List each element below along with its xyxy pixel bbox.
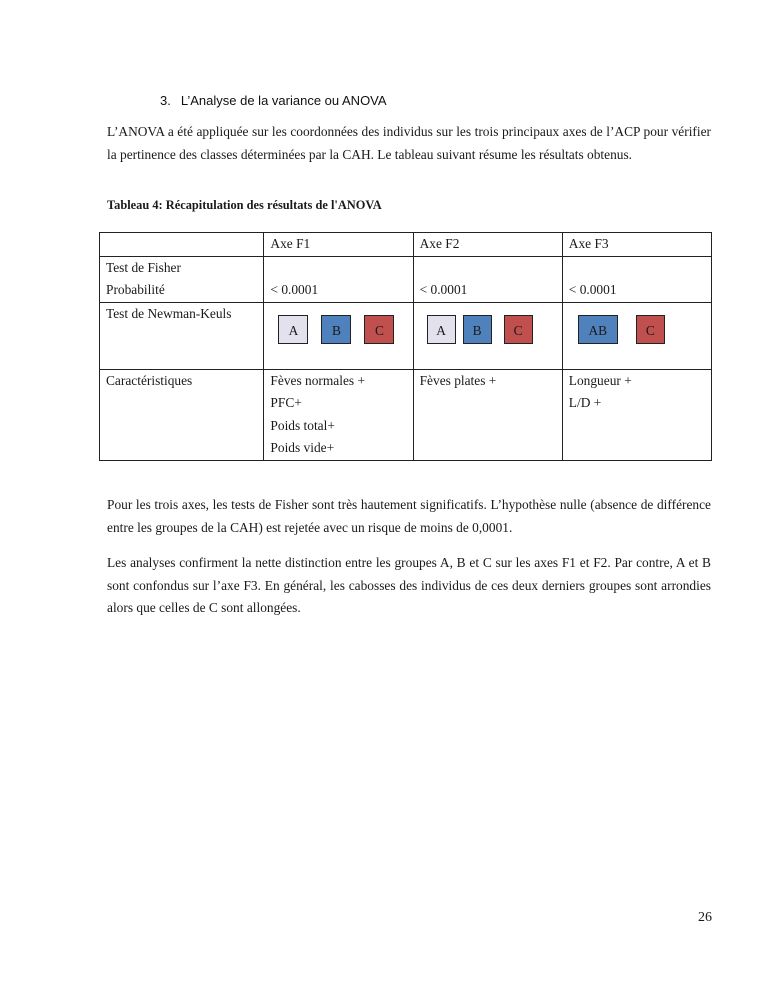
characteristics-row: [100, 369, 712, 460]
nk-groups-f2: [414, 303, 562, 369]
section-heading: [160, 93, 387, 108]
fisher-row: [100, 256, 712, 302]
newman-keuls-row: [100, 302, 712, 369]
characteristic-item: L/D +: [568, 395, 602, 410]
characteristic-item: Poids vide+: [270, 440, 335, 455]
characteristic-item: Longueur +: [568, 372, 632, 388]
fisher-value-f1: < 0.0001: [270, 281, 319, 297]
group-box-c: C: [364, 315, 394, 344]
fisher-cell-f3: [562, 256, 711, 302]
nk-cell-f3: [562, 302, 711, 369]
nk-groups-f1: [264, 303, 412, 369]
group-box-ab: AB: [578, 315, 618, 344]
group-box-a: A: [427, 315, 456, 344]
header-cell-f3: Axe F3: [562, 233, 711, 257]
newman-keuls-label: Test de Newman-Keuls: [100, 302, 264, 369]
characteristic-item: Poids total+: [270, 417, 335, 433]
nk-cell-f1: [264, 302, 413, 369]
intro-paragraph: L’ANOVA a été appliquée sur les coordonnées des individus sur les trois principaux axes de l’ACP pour vérifier la pertinence des classes déterminées par la CAH. Le tableau suivant résume les résultats obtenus.: [107, 124, 711, 162]
page-number: 26: [698, 910, 712, 925]
fisher-label-cell: [100, 256, 264, 302]
characteristic-item: Fèves normales +: [270, 372, 365, 388]
probability-label: Probabilité: [106, 282, 165, 297]
conclusion-paragraph: Les analyses confirment la nette distinction entre les groupes A, B et C sur les axes F1 et F2. Par contre, A et B sont confondus sur l’axe F3. En général, les cabosses des individus de ces deux derniers groupes sont arrondies alors que celles de C sont allongées.: [107, 555, 711, 615]
characteristic-item: PFC+: [270, 395, 302, 410]
fisher-value-f2: < 0.0001: [419, 281, 468, 297]
section-number: 3.: [160, 93, 171, 108]
fisher-cell-f1: [264, 256, 413, 302]
header-cell-f2: Axe F2: [413, 233, 562, 257]
characteristics-cell-f2: [413, 369, 562, 460]
fisher-paragraph: Pour les trois axes, les tests de Fisher sont très hautement significatifs. L’hypothèse nulle (absence de différence entre les groupes de la CAH) est rejetée avec un risque de moins de 0,0001.: [107, 497, 711, 535]
fisher-label: Test de Fisher: [106, 259, 181, 275]
fisher-cell-f2: [413, 256, 562, 302]
fisher-value-f3: < 0.0001: [568, 281, 617, 297]
header-cell-empty: [100, 233, 264, 257]
group-box-a: A: [278, 315, 308, 344]
group-box-b: B: [463, 315, 492, 344]
nk-groups-f3: [563, 303, 711, 369]
characteristics-cell-f3: [562, 369, 711, 460]
nk-cell-f2: [413, 302, 562, 369]
group-box-c: C: [504, 315, 533, 344]
header-cell-f1: Axe F1: [264, 233, 413, 257]
table-header-row: [100, 233, 712, 257]
anova-table: [99, 232, 712, 461]
section-title: L’Analyse de la variance ou ANOVA: [180, 93, 387, 108]
group-box-b: B: [321, 315, 351, 344]
table-caption: Tableau 4: Récapitulation des résultats de l'ANOVA: [107, 198, 382, 212]
characteristics-label: Caractéristiques: [100, 369, 264, 460]
group-box-c: C: [636, 315, 665, 344]
characteristics-cell-f1: [264, 369, 413, 460]
characteristic-item: Fèves plates +: [419, 372, 497, 388]
